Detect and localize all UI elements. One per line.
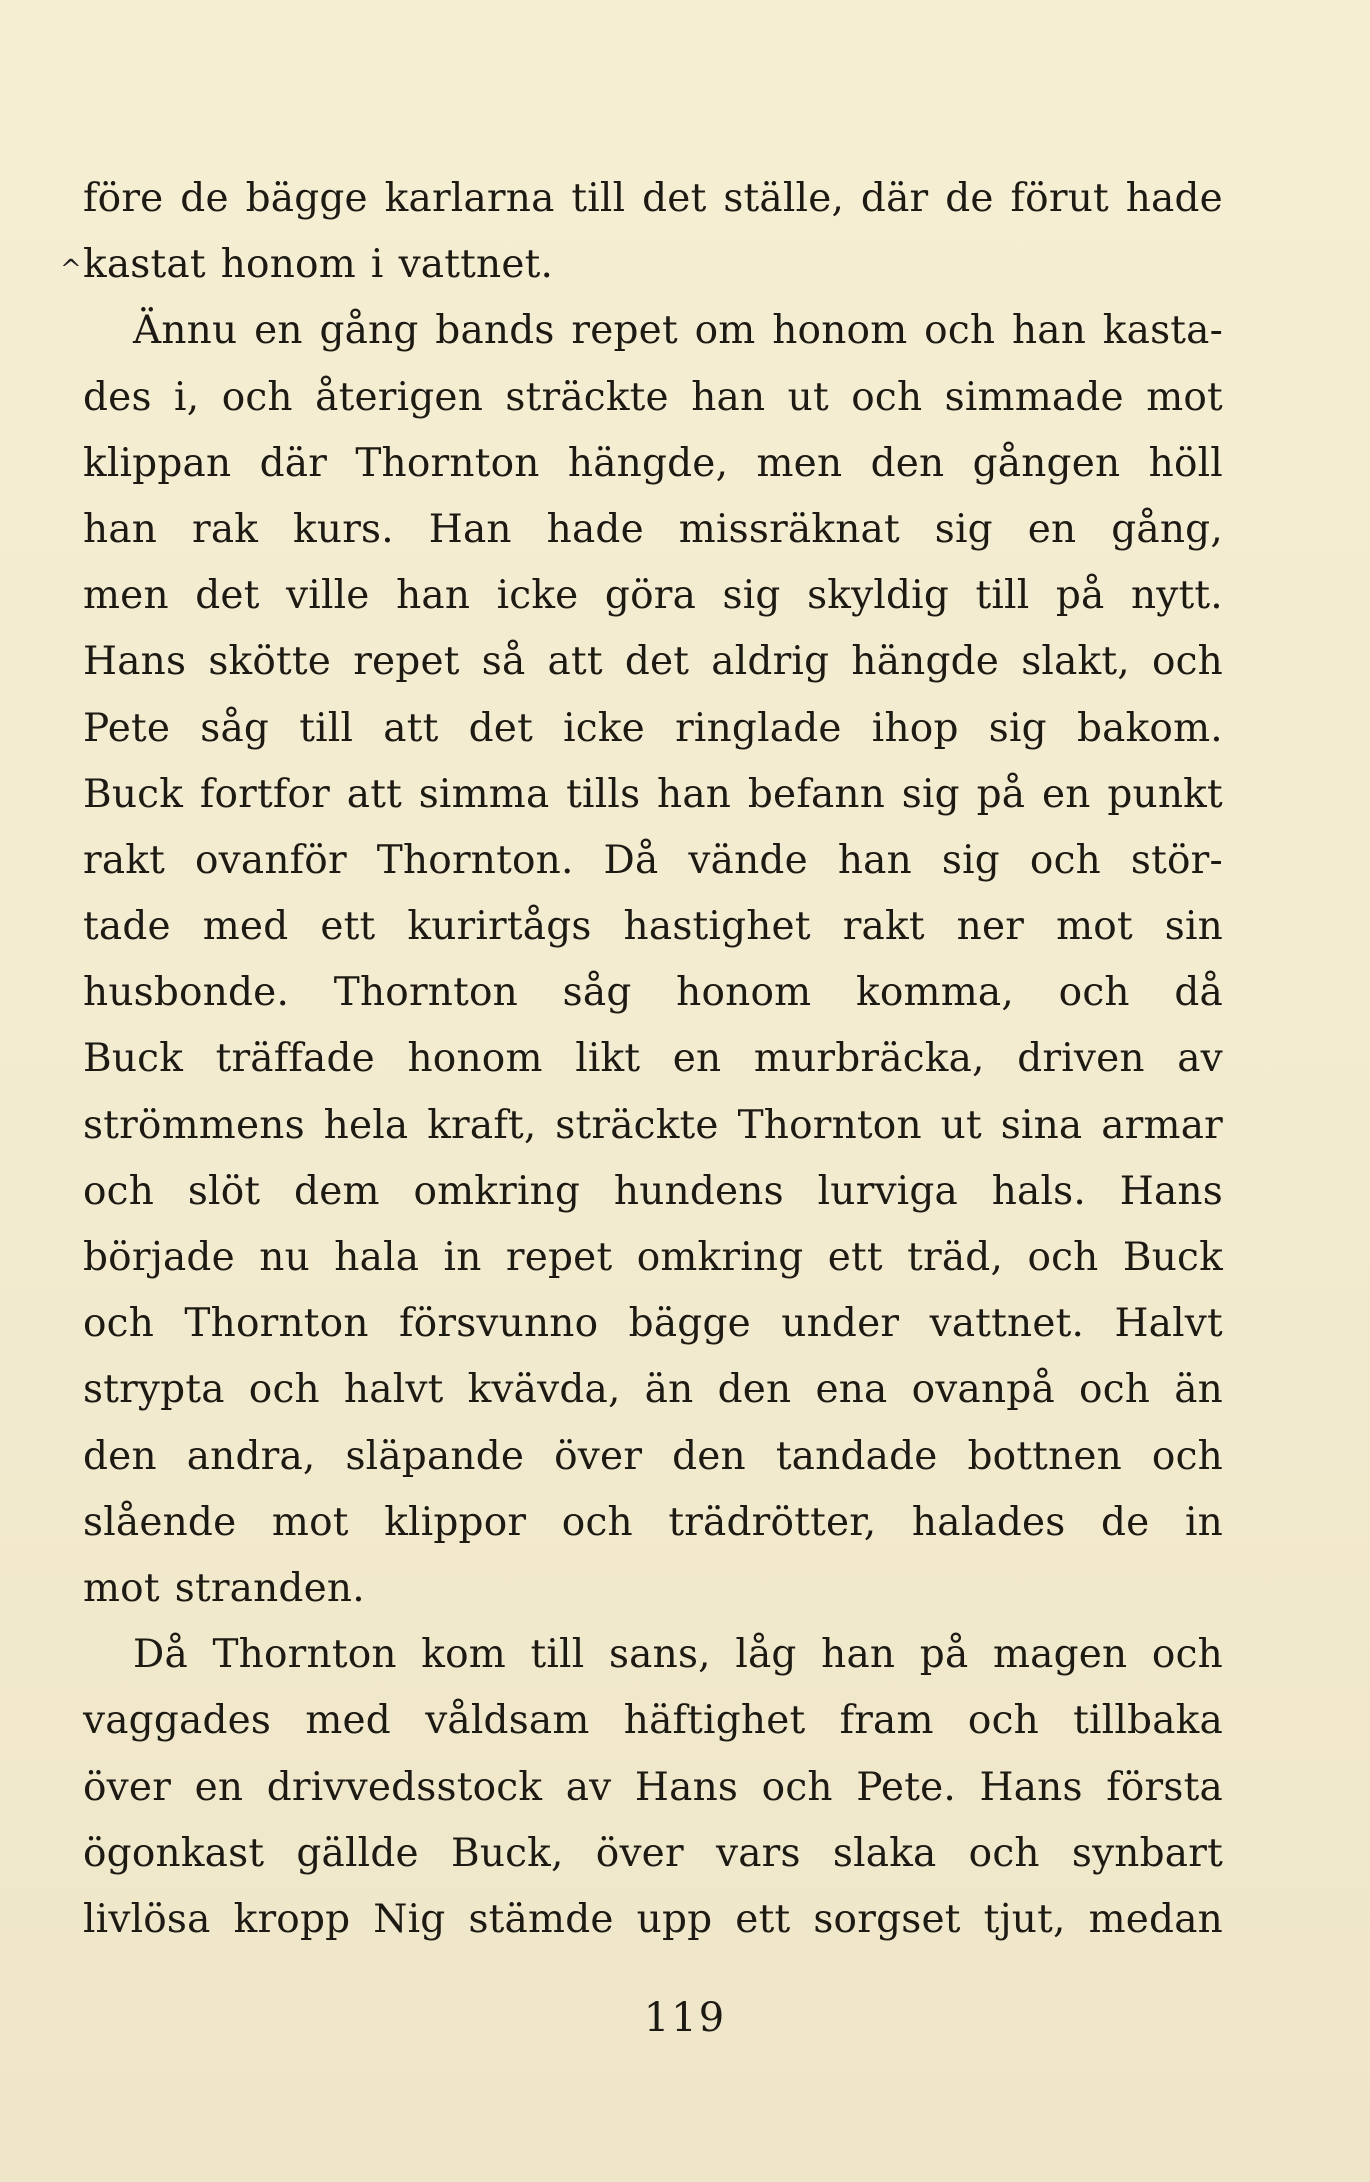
text-line: strypta och halvt kvävda, än den ena ovanpå och än xyxy=(83,1367,1223,1413)
text-line: klippan där Thornton hängde, men den gången höll xyxy=(83,440,1223,486)
text-line: den andra, släpande över den tandade bottnen och xyxy=(83,1433,1223,1479)
text-line: och Thornton försvunno bägge under vattnet. Halvt xyxy=(83,1301,1223,1347)
text-line: strömmens hela kraft, sträckte Thornton ut sina armar xyxy=(83,1102,1223,1148)
text-line: vaggades med våldsam häftighet fram och tillbaka xyxy=(83,1698,1223,1744)
page-number: 119 xyxy=(643,1995,727,2041)
text-line: men det ville han icke göra sig skyldig till på nytt. xyxy=(83,573,1223,619)
text-line: ögonkast gällde Buck, över vars slaka och synbart xyxy=(83,1830,1223,1876)
text-line: rakt ovanför Thornton. Då vände han sig och stör- xyxy=(83,837,1223,883)
text-line: Hans skötte repet så att det aldrig hängde slakt, och xyxy=(83,639,1223,685)
text-line: Buck träffade honom likt en murbräcka, driven av xyxy=(83,1036,1223,1082)
text-line: kastat honom i vattnet. xyxy=(83,242,554,288)
text-line: livlösa kropp Nig stämde upp ett sorgset tjut, medan xyxy=(83,1896,1223,1942)
text-line: Då Thornton kom till sans, låg han på magen och xyxy=(133,1632,1223,1678)
text-line: före de bägge karlarna till det ställe, där de förut hade xyxy=(83,176,1223,221)
text-line: tade med ett kurirtågs hastighet rakt ner mot sin xyxy=(83,904,1223,950)
text-line: Ännu en gång bands repet om honom och han kasta- xyxy=(133,308,1223,354)
text-line: han rak kurs. Han hade missräknat sig en gång, xyxy=(83,506,1223,552)
text-line: husbonde. Thornton såg honom komma, och då xyxy=(83,970,1223,1016)
text-line: Pete såg till att det icke ringlade ihop sig bakom. xyxy=(83,705,1223,751)
text-line: över en drivvedsstock av Hans och Pete. Hans första xyxy=(83,1764,1223,1810)
text-line: Buck fortfor att simma tills han befann sig på en punkt xyxy=(83,771,1223,817)
body-text xyxy=(83,166,1223,1953)
text-line: slående mot klippor och trädrötter, halades de in xyxy=(83,1499,1223,1545)
margin-mark: ^ xyxy=(60,255,82,285)
text-line: började nu hala in repet omkring ett träd, och Buck xyxy=(83,1235,1223,1280)
text-line: des i, och återigen sträckte han ut och simmade mot xyxy=(83,374,1223,420)
text-line: mot stranden. xyxy=(83,1565,365,1611)
text-line: och slöt dem omkring hundens lurviga hals. Hans xyxy=(83,1168,1223,1214)
